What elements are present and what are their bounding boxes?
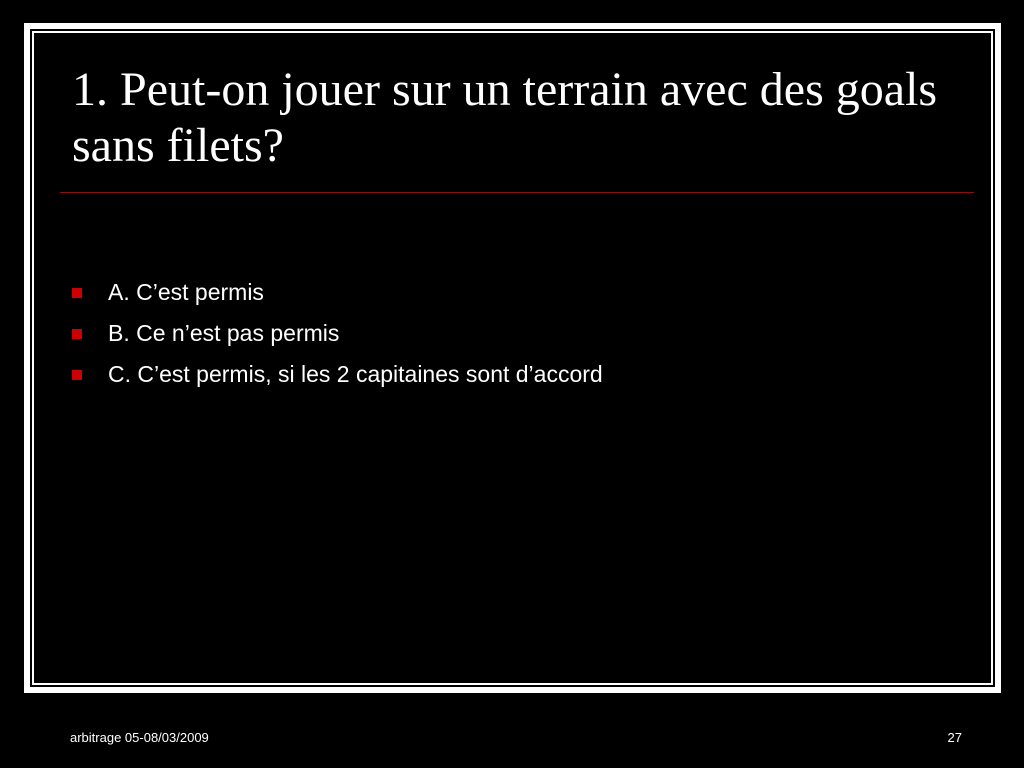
bullet-item-b	[72, 313, 603, 354]
bullet-list	[72, 272, 603, 395]
bullet-text: A. C’est permis	[108, 279, 264, 305]
square-bullet-icon	[72, 288, 82, 298]
title-divider	[60, 192, 974, 193]
page-number: 27	[947, 730, 962, 745]
square-bullet-icon	[72, 370, 82, 380]
square-bullet-icon	[72, 329, 82, 339]
bullet-text: B. Ce n’est pas permis	[108, 320, 340, 346]
bullet-text: C. C’est permis, si les 2 capitaines sont d’accord	[108, 361, 603, 387]
slide-title: 1. Peut-on jouer sur un terrain avec des goals sans filets?	[72, 63, 938, 172]
bullet-item-c	[72, 354, 603, 395]
bullet-item-a	[72, 272, 603, 313]
footer-text: arbitrage 05-08/03/2009	[70, 730, 209, 745]
